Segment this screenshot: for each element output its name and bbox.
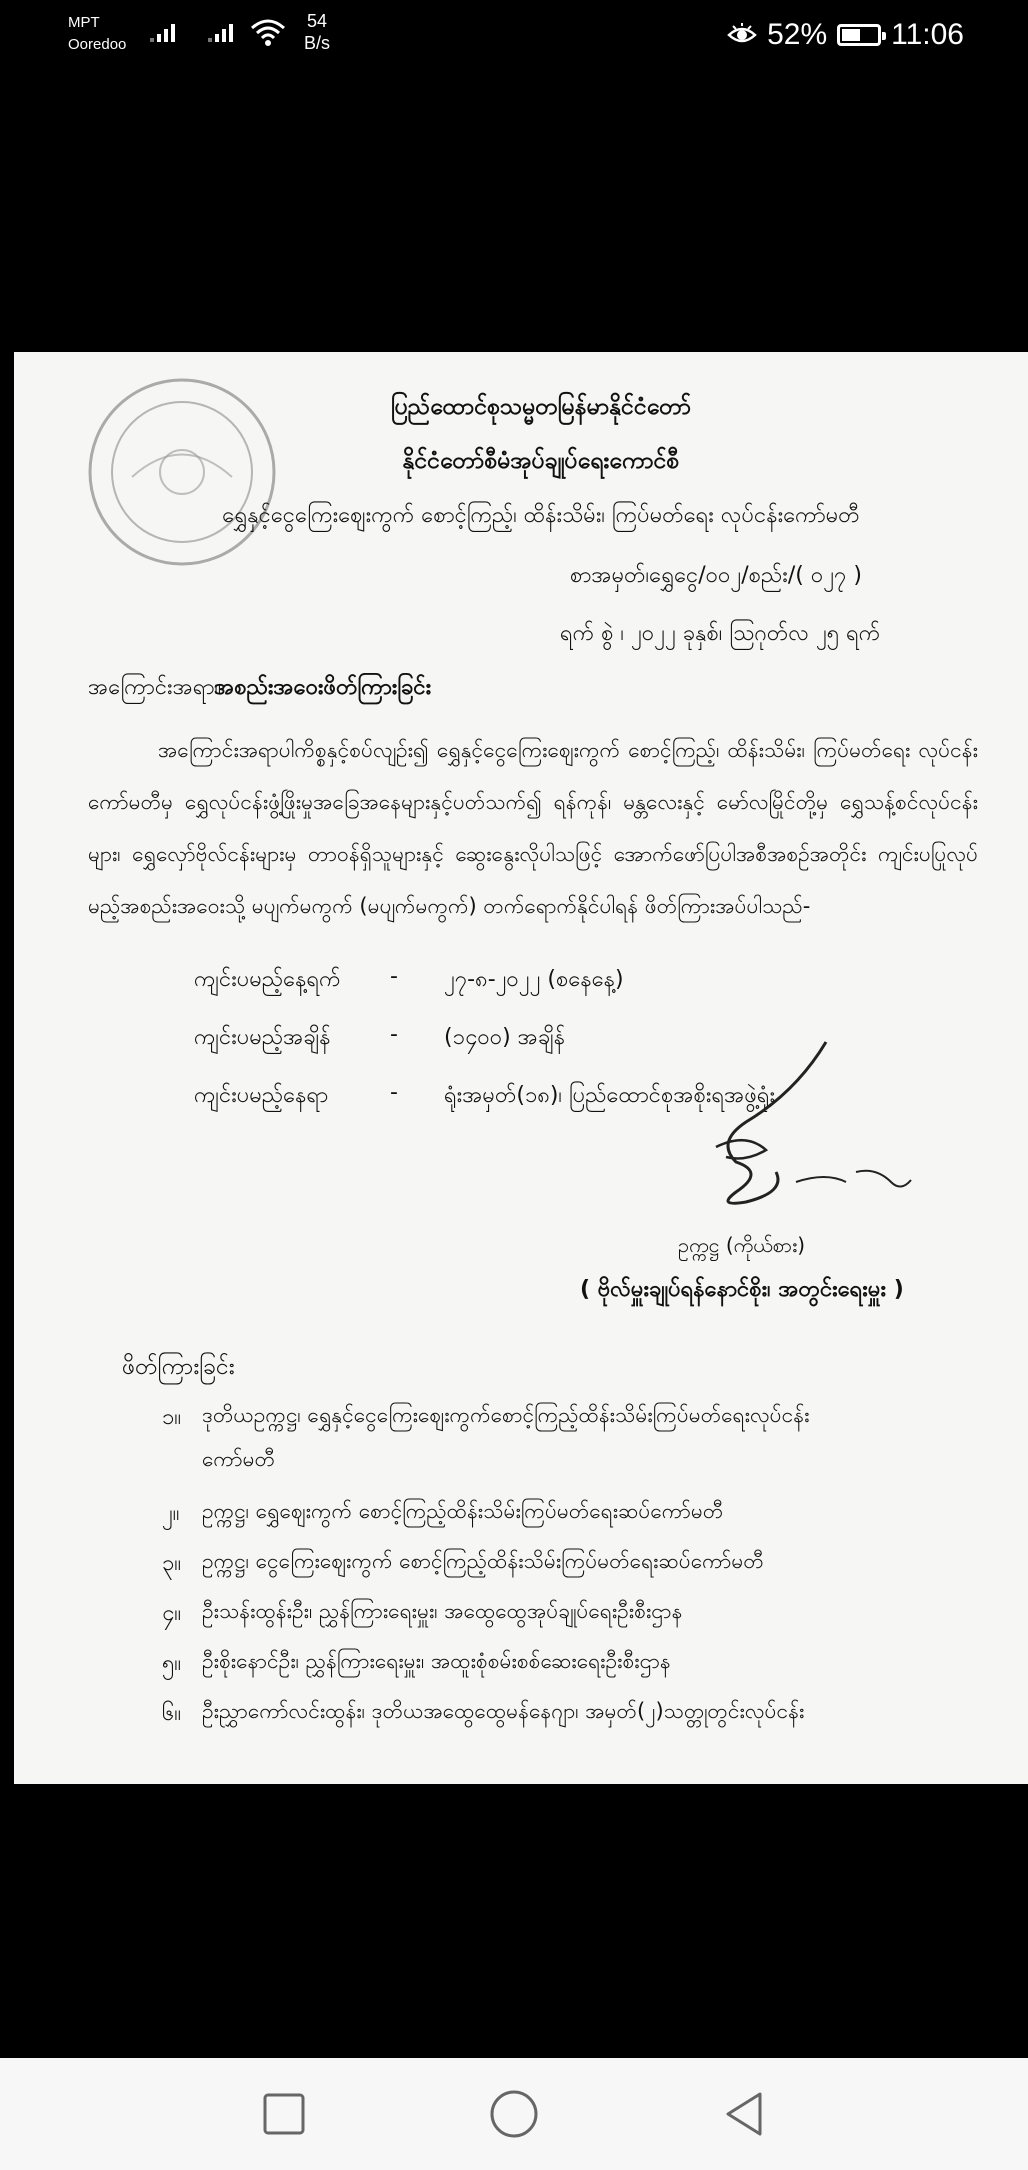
home-circle-icon	[489, 2089, 539, 2139]
document-date: ရက် စွဲ ၊ ၂၀၂၂ ခုနှစ်၊ ဩဂုတ်လ ၂၅ ရက်	[560, 621, 881, 646]
wifi-icon	[250, 18, 286, 48]
schedule-place-label: ကျင်းပမည့်နေရာ	[194, 1083, 329, 1108]
back-button[interactable]	[716, 2086, 772, 2142]
cc-item: ဒုတိယဥက္ကဋ္ဌ၊ ရွှေနှင့်ငွေကြေးဈေးကွက်စောင့်ကြည့်ထိန်းသိမ်းကြပ်မတ်ရေးလုပ်ငန်း	[202, 1403, 810, 1427]
home-button[interactable]	[486, 2086, 542, 2142]
schedule-time-label: ကျင်းပမည့်အချိန်	[194, 1025, 331, 1050]
navigation-bar	[0, 2058, 1028, 2170]
subject-label: အကြောင်းအရာ။	[88, 675, 222, 700]
status-bar	[0, 0, 1028, 80]
carrier-names	[68, 14, 126, 58]
schedule-dash: -	[390, 1022, 398, 1047]
network-speed	[304, 10, 330, 54]
schedule-date-label: ကျင်းပမည့်နေ့ရက်	[194, 967, 341, 992]
signal-icon	[150, 24, 175, 42]
body-paragraph: အကြောင်းအရာပါကိစ္စနှင့်စပ်လျဉ်း၍ ရွှေနှင့်ငွေကြေးဈေးကွက် စောင့်ကြည့်၊ ထိန်းသိမ်း၊ ကြပ်မတ်ရေး လုပ်ငန်းကော်မတီမှ ရွှေလုပ်ငန်းဖွံ့ဖြိုးမှုအခြေအနေများနှင့်ပတ်သက်၍ ရန်ကုန်၊ မန္တလေးနှင့် မော်လမြိုင်တို့မှ ရွှေသန့်စင်လုပ်ငန်းများ၊ ရွှေလှော်ဗိုလ်ငန်းများမှ တာဝန်ရှိသူများနှင့် ဆွေးနွေးလိုပါသဖြင့် အောက်ဖော်ပြပါအစီအစဉ်အတိုင်း ကျင်းပပြုလုပ်မည့်အစည်းအဝေးသို့ မပျက်မကွက် (မပျက်မကွက်) တက်ရောက်နိုင်ပါရန် ဖိတ်ကြားအပ်ပါသည်-	[88, 738, 978, 918]
signal-icon	[208, 24, 233, 42]
cc-number: ၄။	[162, 1601, 182, 1626]
cc-item: ဥက္ကဋ္ဌ၊ ရွှေဈေးကွက် စောင့်ကြည့်ထိန်းသိမ်းကြပ်မတ်ရေးဆပ်ကော်မတီ	[202, 1499, 724, 1523]
signature-title: ( ဗိုလ်မှူးချုပ်ရန်နောင်စိုး၊ အတွင်းရေးမှူး )	[580, 1277, 904, 1302]
speed-unit: B/s	[304, 33, 331, 53]
cc-item: ဦးသန်းထွန်းဦး၊ ညွှန်ကြားရေးမှူး၊ အထွေထွေအုပ်ချုပ်ရေးဦးစီးဌာန	[202, 1599, 683, 1623]
battery-percent: 52%	[767, 18, 828, 51]
cc-number: ၃။	[162, 1551, 182, 1576]
back-triangle-icon	[722, 2090, 766, 2138]
cc-number: ၅။	[162, 1651, 182, 1676]
schedule-place-value: ရုံးအမှတ်(၁၈)၊ ပြည်ထောင်စုအစိုးရအဖွဲ့ရုံး	[444, 1083, 776, 1108]
header-committee: ရွှေနှင့်ငွေကြေးဈေးကွက် စောင့်ကြည့်၊ ထိန်းသိမ်း၊ ကြပ်မတ်ရေး လုပ်ငန်းကော်မတီ	[222, 503, 860, 528]
cc-item-continued: ကော်မတီ	[202, 1447, 276, 1471]
cc-number: ၂။	[162, 1501, 180, 1526]
schedule-time-value: (၁၄၀၀) အချိန်	[444, 1025, 566, 1050]
speed-value: 54	[306, 11, 328, 31]
clock: 11:06	[891, 18, 964, 51]
status-right	[727, 18, 964, 52]
recents-button[interactable]	[256, 2086, 312, 2142]
cc-heading: ဖိတ်ကြားခြင်း	[122, 1354, 235, 1380]
handwritten-signature	[676, 1032, 936, 1222]
signature-name: ဥက္ကဋ္ဌ (ကိုယ်စား)	[678, 1233, 806, 1257]
schedule-date-value: ၂၇-၈-၂၀၂၂ (စနေနေ့)	[444, 967, 624, 992]
cc-number: ၁။	[162, 1405, 182, 1430]
reference-number: စာအမှတ်၊ရွှေငွေ/၀၀၂/စည်း/( ၀၂၇ )	[570, 563, 862, 588]
cc-number: ၆။	[162, 1701, 182, 1726]
schedule-dash: -	[390, 1080, 398, 1105]
cc-item: ဦးညွှာကော်လင်းထွန်း၊ ဒုတိယအထွေထွေမန်နေဂျာ၊ အမှတ်(၂)သတ္တုတွင်းလုပ်ငန်း	[202, 1699, 805, 1723]
cc-item: ဥက္ကဋ္ဌ၊ ငွေကြေးဈေးကွက် စောင့်ကြည့်ထိန်းသိမ်းကြပ်မတ်ရေးဆပ်ကော်မတီ	[202, 1549, 764, 1573]
header-council: နိုင်ငံတော်စီမံအုပ်ချုပ်ရေးကောင်စီ	[402, 448, 680, 474]
carrier-2: Ooredoo	[68, 36, 127, 53]
recents-square-icon	[262, 2092, 306, 2136]
cc-item: ဦးစိုးနောင်ဦး၊ ညွှန်ကြားရေးမှူး၊ အထူးစုံစမ်းစစ်ဆေးရေးဦးစီးဌာန	[202, 1649, 671, 1673]
battery-icon	[837, 24, 881, 46]
carrier-1: MPT	[68, 14, 100, 31]
header-country: ပြည်ထောင်စုသမ္မတမြန်မာနိုင်ငံတော်	[390, 394, 692, 420]
subject-value: အစည်းအဝေးဖိတ်ကြားခြင်း	[214, 675, 432, 700]
schedule-dash: -	[390, 964, 398, 989]
eye-icon	[727, 23, 757, 47]
document-image	[14, 352, 1028, 1784]
